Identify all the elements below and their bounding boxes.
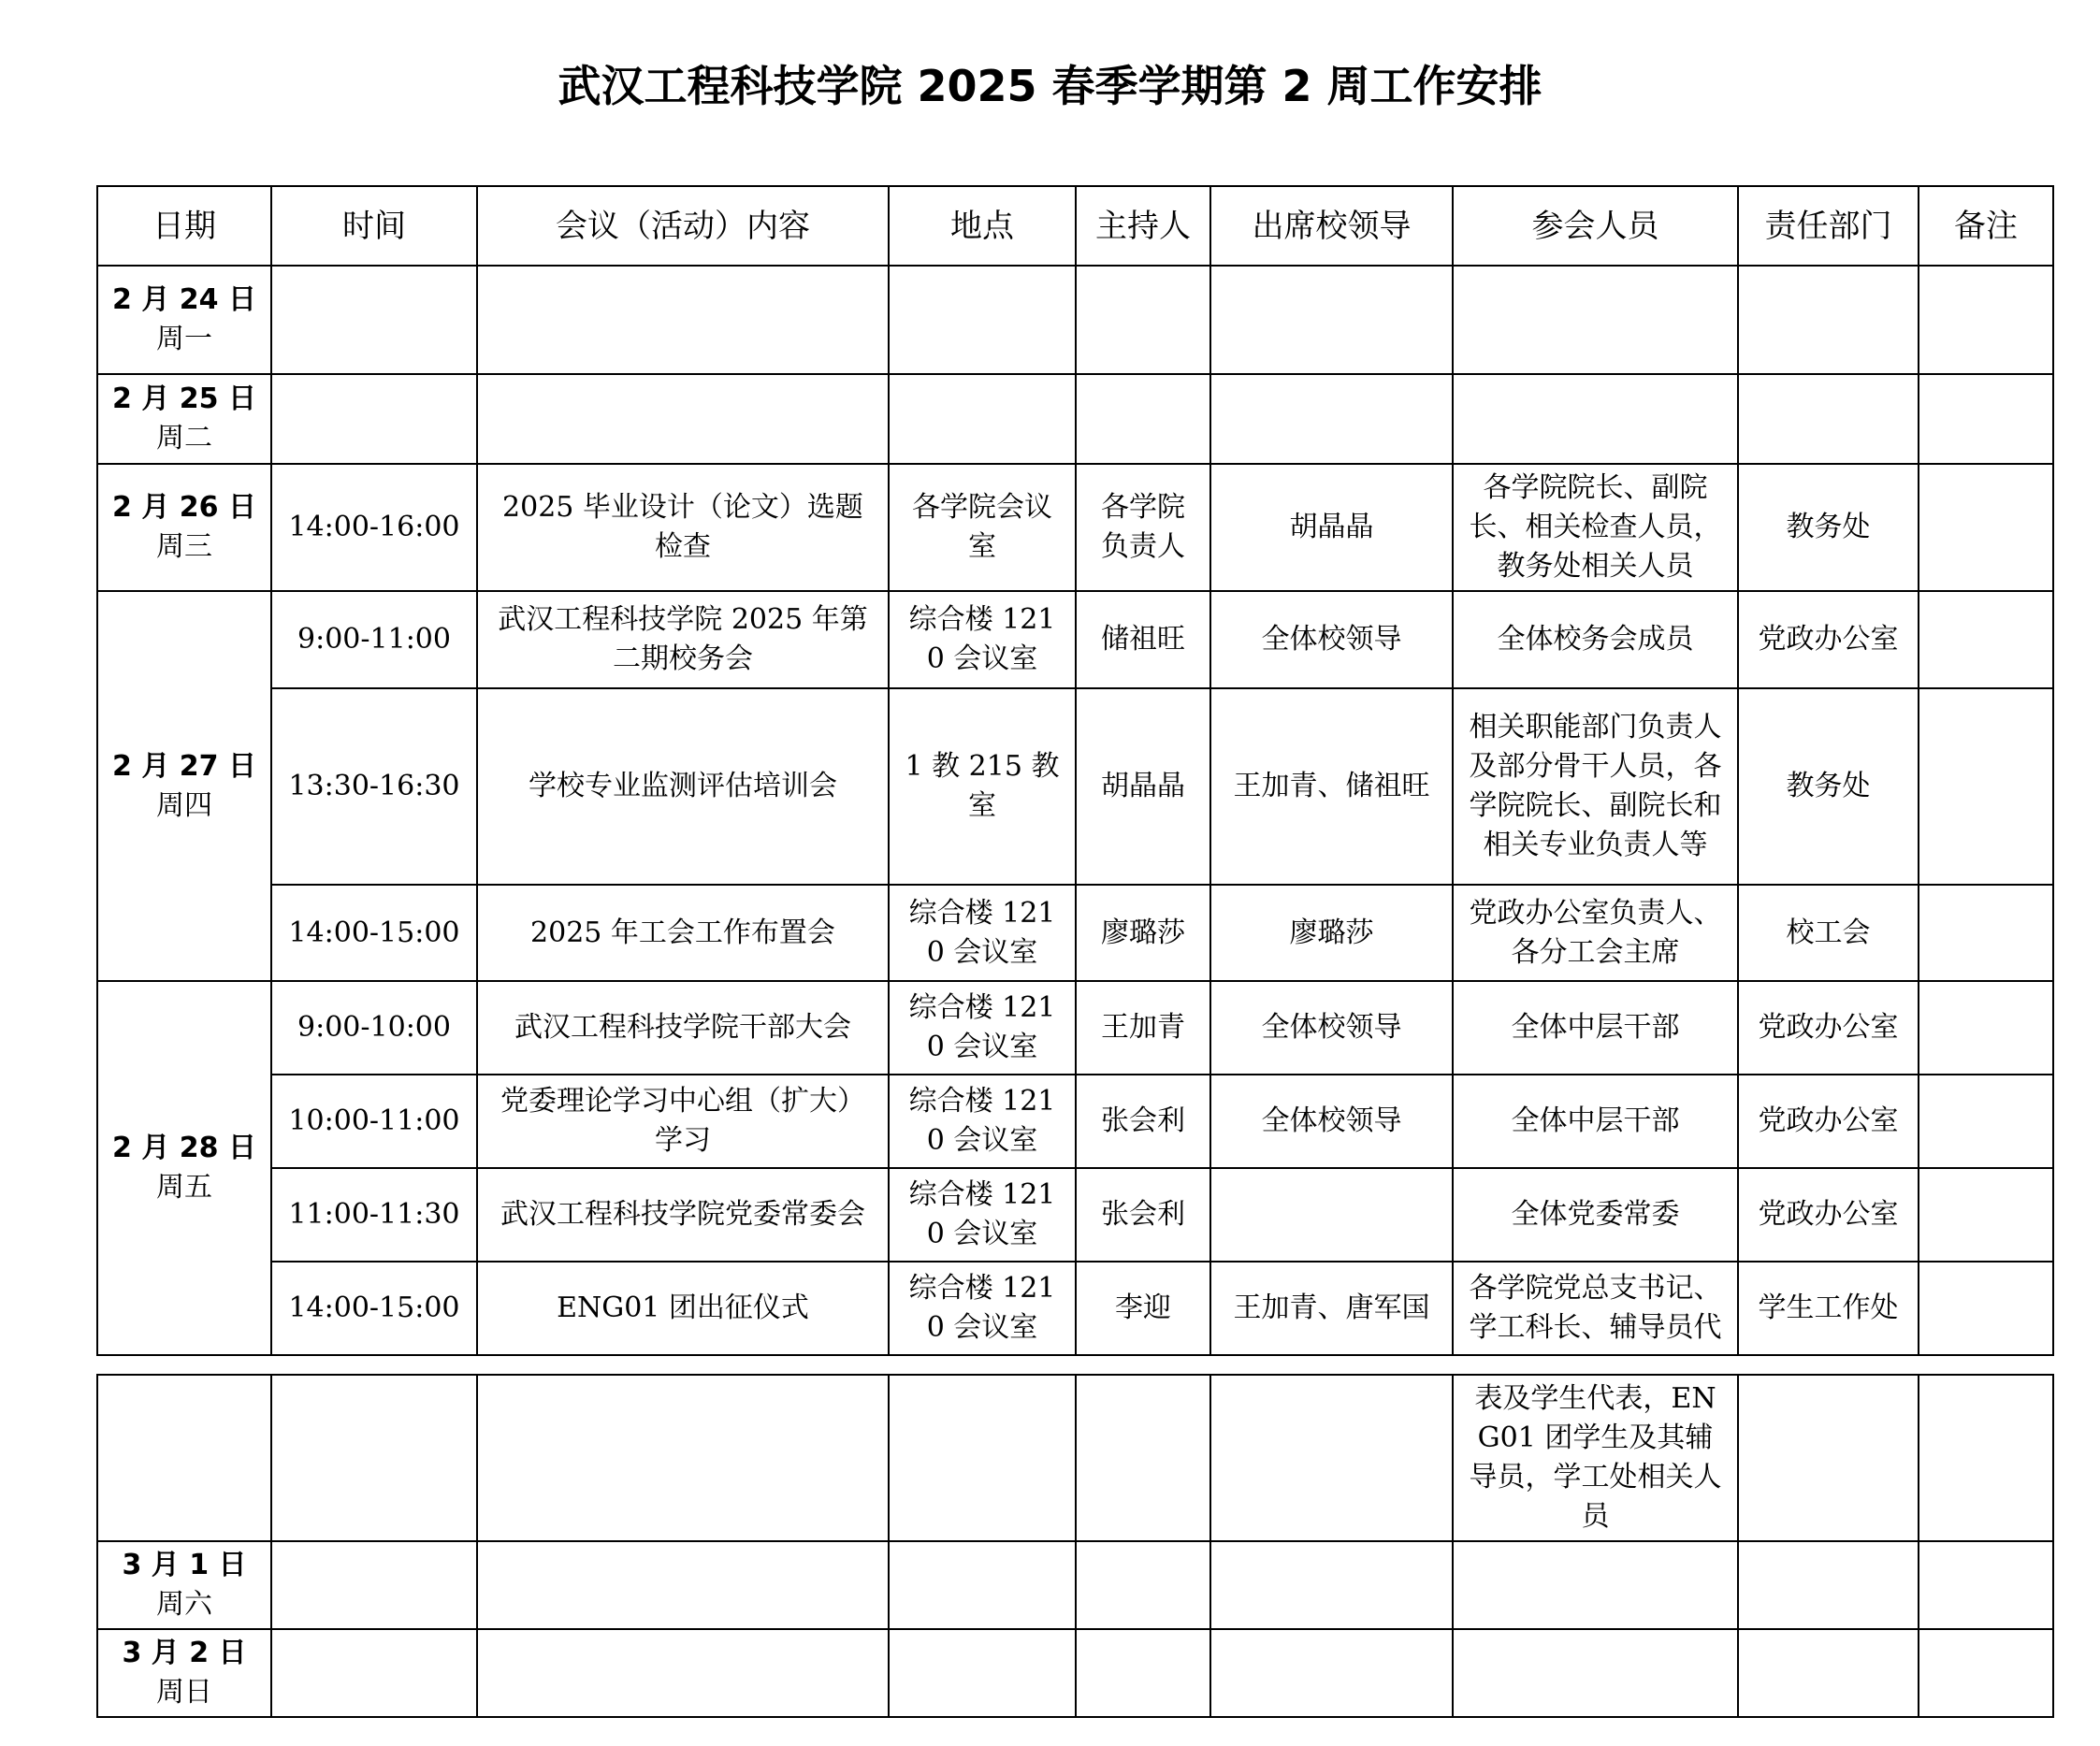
empty-cell xyxy=(1076,1541,1210,1629)
date-cell xyxy=(97,591,271,981)
table-row xyxy=(97,266,2053,374)
empty-cell xyxy=(477,1629,889,1717)
empty-cell xyxy=(1453,266,1738,374)
empty-cell xyxy=(477,374,889,464)
leaders-cell: 全体校领导 xyxy=(1210,1075,1453,1168)
location-cell: 综合楼 1210 会议室 xyxy=(889,591,1076,688)
date-text: 3 月 2 日 xyxy=(122,1637,247,1669)
attendees-cell: 党政办公室负责人、各分工会主席 xyxy=(1453,885,1738,981)
location-cell: 各学院会议室 xyxy=(889,464,1076,591)
content-cell: 武汉工程科技学院 2025 年第二期校务会 xyxy=(477,591,889,688)
empty-cell xyxy=(271,1375,477,1541)
host-cell: 胡晶晶 xyxy=(1076,688,1210,885)
date-text: 2 月 28 日 xyxy=(112,1132,256,1164)
empty-cell xyxy=(1453,374,1738,464)
note-cell xyxy=(1919,1075,2053,1168)
date-cell xyxy=(97,1629,271,1717)
header-content: 会议（活动）内容 xyxy=(477,186,889,266)
location-cell: 综合楼 1210 会议室 xyxy=(889,981,1076,1075)
content-cell: ENG01 团出征仪式 xyxy=(477,1262,889,1355)
empty-cell xyxy=(1210,266,1453,374)
time-cell: 14:00-15:00 xyxy=(271,1262,477,1355)
content-cell: 武汉工程科技学院干部大会 xyxy=(477,981,889,1075)
table-row xyxy=(97,1375,2053,1541)
empty-cell xyxy=(271,1541,477,1629)
table-row xyxy=(97,885,2053,981)
location-cell: 综合楼 1210 会议室 xyxy=(889,1262,1076,1355)
empty-cell xyxy=(97,1375,271,1541)
note-cell xyxy=(1919,981,2053,1075)
table-row xyxy=(97,1168,2053,1262)
empty-cell xyxy=(1210,1541,1453,1629)
empty-cell xyxy=(1738,1541,1919,1629)
leaders-cell: 廖璐莎 xyxy=(1210,885,1453,981)
leaders-cell: 王加青、储祖旺 xyxy=(1210,688,1453,885)
dept-cell: 党政办公室 xyxy=(1738,591,1919,688)
note-cell xyxy=(1919,591,2053,688)
dept-cell: 学生工作处 xyxy=(1738,1262,1919,1355)
attendees-cell: 全体校务会成员 xyxy=(1453,591,1738,688)
note-cell xyxy=(1919,688,2053,885)
header-location: 地点 xyxy=(889,186,1076,266)
location-cell: 1 教 215 教室 xyxy=(889,688,1076,885)
empty-cell xyxy=(1076,374,1210,464)
time-cell: 10:00-11:00 xyxy=(271,1075,477,1168)
header-dept: 责任部门 xyxy=(1738,186,1919,266)
dept-cell: 校工会 xyxy=(1738,885,1919,981)
weekday-text: 周六 xyxy=(156,1588,212,1621)
table-row xyxy=(97,688,2053,885)
weekday-text: 周一 xyxy=(156,323,212,355)
leaders-cell: 胡晶晶 xyxy=(1210,464,1453,591)
empty-cell xyxy=(889,1629,1076,1717)
host-cell: 张会利 xyxy=(1076,1075,1210,1168)
date-cell xyxy=(97,266,271,374)
host-cell: 王加青 xyxy=(1076,981,1210,1075)
schedule-table-continued xyxy=(96,1374,2054,1718)
date-text: 3 月 1 日 xyxy=(122,1549,247,1581)
leaders-cell: 全体校领导 xyxy=(1210,591,1453,688)
time-cell: 13:30-16:30 xyxy=(271,688,477,885)
attendees-cell: 全体党委常委 xyxy=(1453,1168,1738,1262)
empty-cell xyxy=(1210,374,1453,464)
empty-cell xyxy=(1210,1629,1453,1717)
time-cell: 9:00-10:00 xyxy=(271,981,477,1075)
empty-cell xyxy=(1738,1375,1919,1541)
dept-cell: 教务处 xyxy=(1738,464,1919,591)
time-cell: 11:00-11:30 xyxy=(271,1168,477,1262)
table-row xyxy=(97,1262,2053,1355)
header-note: 备注 xyxy=(1919,186,2053,266)
empty-cell xyxy=(1919,374,2053,464)
date-cell xyxy=(97,981,271,1355)
note-cell xyxy=(1919,1262,2053,1355)
empty-cell xyxy=(889,374,1076,464)
empty-cell xyxy=(1738,374,1919,464)
content-cell: 武汉工程科技学院党委常委会 xyxy=(477,1168,889,1262)
weekday-text: 周日 xyxy=(156,1676,212,1709)
host-cell: 各学院负责人 xyxy=(1076,464,1210,591)
table-row xyxy=(97,591,2053,688)
leaders-cell: 王加青、唐军国 xyxy=(1210,1262,1453,1355)
dept-cell: 党政办公室 xyxy=(1738,1075,1919,1168)
empty-cell xyxy=(477,266,889,374)
empty-cell xyxy=(1076,1629,1210,1717)
table-row xyxy=(97,1075,2053,1168)
header-attendees: 参会人员 xyxy=(1453,186,1738,266)
dept-cell: 党政办公室 xyxy=(1738,1168,1919,1262)
header-leaders: 出席校领导 xyxy=(1210,186,1453,266)
empty-cell xyxy=(889,1541,1076,1629)
date-cell xyxy=(97,1541,271,1629)
host-cell: 储祖旺 xyxy=(1076,591,1210,688)
date-text: 2 月 27 日 xyxy=(112,749,256,783)
empty-cell xyxy=(271,266,477,374)
dept-cell: 教务处 xyxy=(1738,688,1919,885)
empty-cell xyxy=(1076,266,1210,374)
note-cell xyxy=(1919,464,2053,591)
leaders-cell: 全体校领导 xyxy=(1210,981,1453,1075)
content-cell: 2025 年工会工作布置会 xyxy=(477,885,889,981)
empty-cell xyxy=(1453,1629,1738,1717)
attendees-cell: 相关职能部门负责人及部分骨干人员，各学院院长、副院长和相关专业负责人等 xyxy=(1453,688,1738,885)
leaders-cell xyxy=(1210,1168,1453,1262)
host-cell: 李迎 xyxy=(1076,1262,1210,1355)
location-cell: 综合楼 1210 会议室 xyxy=(889,1075,1076,1168)
empty-cell xyxy=(1210,1375,1453,1541)
host-cell: 廖璐莎 xyxy=(1076,885,1210,981)
empty-cell xyxy=(477,1541,889,1629)
empty-cell xyxy=(271,1629,477,1717)
note-cell xyxy=(1919,1168,2053,1262)
empty-cell xyxy=(1076,1375,1210,1541)
header-host: 主持人 xyxy=(1076,186,1210,266)
empty-cell xyxy=(889,1375,1076,1541)
table-row xyxy=(97,1629,2053,1717)
attendees-cell: 各学院党总支书记、学工科长、辅导员代 xyxy=(1453,1262,1738,1355)
header-date: 日期 xyxy=(97,186,271,266)
empty-cell xyxy=(1919,1375,2053,1541)
date-text: 2 月 25 日 xyxy=(112,382,256,415)
location-cell: 综合楼 1210 会议室 xyxy=(889,885,1076,981)
empty-cell xyxy=(1919,1541,2053,1629)
date-text: 2 月 24 日 xyxy=(112,283,256,316)
empty-cell xyxy=(1919,1629,2053,1717)
attendees-cell: 表及学生代表，ENG01 团学生及其辅导员，学工处相关人员 xyxy=(1453,1375,1738,1541)
empty-cell xyxy=(1919,266,2053,374)
empty-cell xyxy=(271,374,477,464)
content-cell: 党委理论学习中心组（扩大）学习 xyxy=(477,1075,889,1168)
time-cell: 14:00-16:00 xyxy=(271,464,477,591)
empty-cell xyxy=(1738,1629,1919,1717)
weekday-text: 周二 xyxy=(156,422,212,455)
note-cell xyxy=(1919,885,2053,981)
table-row xyxy=(97,374,2053,464)
dept-cell: 党政办公室 xyxy=(1738,981,1919,1075)
header-time: 时间 xyxy=(271,186,477,266)
host-cell: 张会利 xyxy=(1076,1168,1210,1262)
empty-cell xyxy=(1738,266,1919,374)
time-cell: 9:00-11:00 xyxy=(271,591,477,688)
time-cell: 14:00-15:00 xyxy=(271,885,477,981)
weekday-text: 周五 xyxy=(156,1171,212,1204)
schedule-table xyxy=(96,185,2054,1356)
date-cell xyxy=(97,374,271,464)
attendees-cell: 全体中层干部 xyxy=(1453,1075,1738,1168)
date-cell xyxy=(97,464,271,591)
weekday-text: 周四 xyxy=(156,788,212,822)
attendees-cell: 各学院院长、副院长、相关检查人员，教务处相关人员 xyxy=(1453,464,1738,591)
weekday-text: 周三 xyxy=(156,530,212,563)
table-row xyxy=(97,1541,2053,1629)
empty-cell xyxy=(1453,1541,1738,1629)
table-row xyxy=(97,981,2053,1075)
date-text: 2 月 26 日 xyxy=(112,491,256,524)
header-row xyxy=(97,186,2053,266)
content-cell: 2025 毕业设计（论文）选题检查 xyxy=(477,464,889,591)
page-title: 武汉工程科技学院 2025 春季学期第 2 周工作安排 xyxy=(558,61,1542,111)
empty-cell xyxy=(477,1375,889,1541)
attendees-cell: 全体中层干部 xyxy=(1453,981,1738,1075)
table-row xyxy=(97,464,2053,591)
empty-cell xyxy=(889,266,1076,374)
content-cell: 学校专业监测评估培训会 xyxy=(477,688,889,885)
location-cell: 综合楼 1210 会议室 xyxy=(889,1168,1076,1262)
